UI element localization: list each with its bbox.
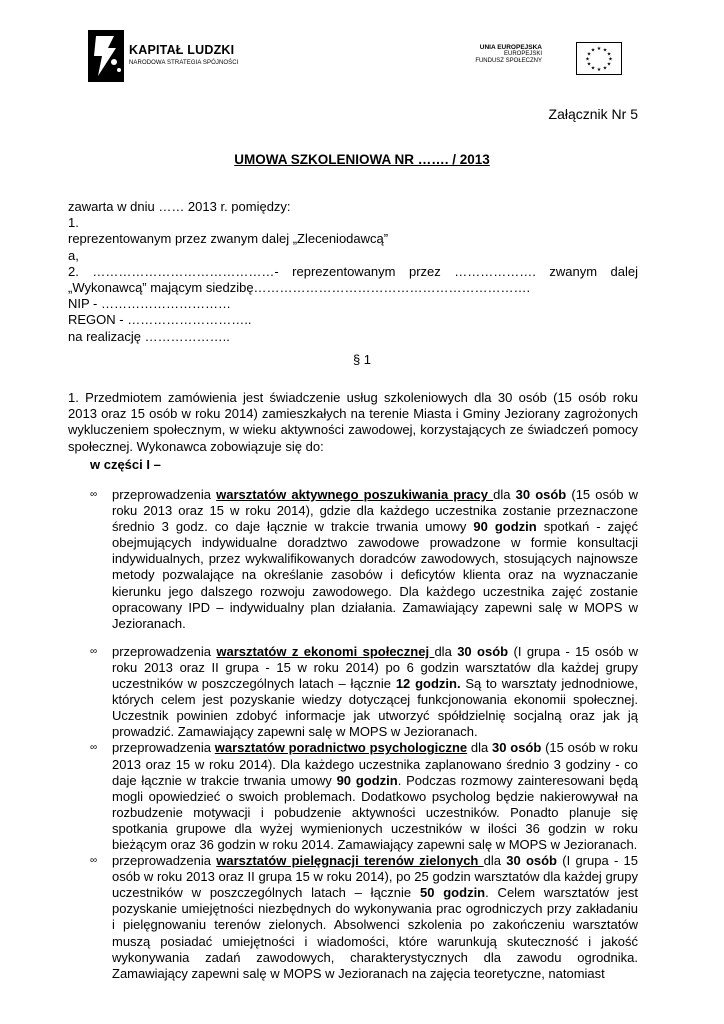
svg-text:★: ★ bbox=[586, 51, 592, 58]
parties-line-5-part: dalej bbox=[610, 263, 638, 279]
bullet-text: spotkań - zajęć obejmujących indywidualne doradztwo zawodowe prowadzone w formie konsultacji indywidualnych, przez wykwalifikowanych doradców zawodowych, stosujących najnowsze metody pozwalające na określanie zasobów i deficytów klienta oraz na wyznaczanie kierunku jego dalszego rozwoju zawodowego. Dla każdego uczestnika zajęć zostanie opracowany IPD – indywidualny plan działania. Zamawiający zapewni salę w MOPS w Jezioranach. bbox=[112, 519, 638, 631]
bullet-text: (I grupa - 15 osób w roku 2013 oraz II grupa - 15 w roku 2014) po 6 godzin warsztatów dla każdej grupy uczestników w poszczególnych latach – łącznie bbox=[112, 643, 638, 692]
bullet-text: przeprowadzenia bbox=[112, 487, 217, 502]
parties-line-9: na realizację ……………….. bbox=[68, 328, 230, 344]
bullet-list bbox=[90, 487, 638, 982]
infinity-bullet-icon: ∞ bbox=[90, 742, 98, 754]
bullet-hours: 12 godzin. bbox=[395, 676, 461, 692]
kapital-ludzki-logo-icon bbox=[86, 28, 126, 84]
bullet-topic: warsztatów aktywnego poszukiwania pracy bbox=[216, 487, 494, 502]
svg-text:★: ★ bbox=[608, 56, 613, 63]
section-mark: § 1 bbox=[352, 352, 372, 367]
list-item bbox=[90, 853, 638, 982]
svg-text:★: ★ bbox=[585, 56, 590, 63]
parties-line-6: „Wykonawcą” mającym siedzibę………………………………………………………. bbox=[68, 280, 531, 296]
bullet-text: (15 osób w roku 2013 oraz 15 w roku 2014), gdzie dla każdego uczestnika zostanie przeznaczone średnio 3 godz. co daje łącznie w trakcie trwania umowy bbox=[112, 487, 638, 535]
parties-line-5-part: 2. bbox=[68, 263, 79, 279]
paragraph-1: 1. Przedmiotem zamówienia jest świadczenie usług szkoleniowych dla 30 osób (15 osób roku 2013 oraz 15 osób w roku 2014) zamieszkałych na terenie Miasta i Gminy Jeziorany zagrożonych wykluczeniem społecznym, w wieku aktywności zawodowej, korzystających ze świadczeń pomocy społecznej. Wykonawca zobowiązuje się do: bbox=[68, 390, 638, 454]
list-item bbox=[90, 644, 638, 741]
eu-title: UNIA EUROPEJSKA bbox=[479, 44, 542, 51]
eu-flag-icon bbox=[576, 42, 622, 75]
eu-line-1: EUROPEJSKI bbox=[503, 51, 542, 58]
bullet-count: 30 osób bbox=[457, 643, 509, 659]
bullet-text: dla bbox=[434, 643, 458, 659]
attachment-label: Załącznik Nr 5 bbox=[548, 106, 638, 122]
bullet-text: dla bbox=[493, 487, 516, 502]
parties-line-3: reprezentowanym przez zwanym dalej „Zleceniodawcą” bbox=[68, 231, 389, 247]
parties-line-5-part: ……………………………………- bbox=[92, 263, 279, 279]
bullet-hours: 90 godzin bbox=[473, 519, 537, 535]
svg-text:★: ★ bbox=[590, 47, 596, 54]
bullet-text: . Celem warsztatów jest pozyskanie umiejętności niezbędnych do wykonywania prac ogrodniczych przy zakładaniu i pielęgnowaniu terenów zielonych. Absolwenci szkolenia po zakończeniu warsztatów muszą posiadać umiejętności i wiadomości, które warunkują skuteczność i jakość wykonywania zadań zawodowych, charakterystycznych dla zawodu ogrodnika. Zamawiający zapewni salę w MOPS w Jezioranach na zajęcia teoretyczne, natomiast bbox=[112, 885, 638, 981]
kapital-ludzki-subtitle: NARODOWA STRATEGIA SPÓJNOŚCI bbox=[129, 59, 239, 66]
parties-line-4: a, bbox=[68, 247, 79, 263]
document-title: UMOWA SZKOLENIOWA NR ……. / 2013 bbox=[234, 152, 490, 167]
bullet-text: (I grupa - 15 osób w roku 2013 oraz II grupa 15 w roku 2014), po 25 godzin warsztatów dla każdej grupy uczestników w poszczególnych latach – łącznie bbox=[112, 853, 638, 901]
bullet-topic: warsztatów z ekonomi społecznej bbox=[216, 643, 435, 659]
parties-line-5 bbox=[68, 264, 638, 280]
svg-text:★: ★ bbox=[596, 67, 602, 73]
eu-text bbox=[475, 44, 542, 64]
parties-line-1: zawarta w dniu …… 2013 r. pomiędzy: bbox=[68, 199, 291, 214]
bullet-text: przeprowadzenia bbox=[112, 643, 217, 659]
bullet-hours: 50 godzin bbox=[419, 885, 486, 901]
svg-text:★: ★ bbox=[586, 61, 592, 68]
bullet-text: (15 osób w roku 2013 oraz 15 w roku 2014). Dla każdego uczestnika zaplanowano średnio 3 godziny - co daje łącznie w trakcie trwania umowy bbox=[112, 740, 639, 788]
svg-text:★: ★ bbox=[602, 47, 608, 54]
parties-line-5-part: ………………. bbox=[454, 263, 536, 279]
bullet-text: dla bbox=[467, 740, 493, 756]
svg-text:★: ★ bbox=[606, 51, 612, 58]
svg-text:★: ★ bbox=[606, 61, 612, 68]
infinity-bullet-icon: ∞ bbox=[90, 855, 98, 867]
parties-line-7: NIP - ………………………… bbox=[68, 296, 231, 312]
svg-text:★: ★ bbox=[596, 46, 602, 52]
parties-line-5-part: zwanym bbox=[549, 263, 598, 279]
svg-text:★: ★ bbox=[590, 65, 596, 72]
bullet-hours: 90 godzin bbox=[336, 772, 398, 788]
parties-line-8: REGON - ……………………….. bbox=[68, 312, 252, 328]
infinity-bullet-icon: ∞ bbox=[90, 489, 98, 500]
kapital-ludzki-title: KAPITAŁ LUDZKI bbox=[129, 43, 235, 57]
list-item bbox=[90, 487, 638, 632]
parties-line-2: 1. bbox=[68, 215, 79, 231]
list-item bbox=[90, 740, 638, 853]
parties-line-5-part: reprezentowanym bbox=[292, 263, 396, 279]
parties-line-5-part: przez bbox=[408, 263, 441, 279]
bullet-text: dla bbox=[483, 853, 507, 869]
bullet-topic: warsztatów poradnictwo psychologiczne bbox=[214, 740, 468, 756]
kapital-ludzki-text bbox=[129, 44, 238, 66]
bullet-text: Są to warsztaty jednodniowe, których celem jest pozyskanie wiedzy dotyczącej funkcjonowania ekonomii społecznej. Uczestnik powinien zdobyć informacje jak utworzyć spółdzielnię socjalną oraz jak ją prowadzić. Zamawiający zapewni salę w MOPS w Jezioranach. bbox=[112, 676, 638, 740]
eu-line-2: FUNDUSZ SPOŁECZNY bbox=[475, 57, 542, 64]
bullet-topic: warsztatów pielęgnacji terenów zielonych bbox=[216, 853, 484, 869]
svg-text:★: ★ bbox=[602, 65, 608, 72]
bullet-text: przeprowadzenia bbox=[112, 853, 217, 869]
part-label: w części I – bbox=[90, 457, 161, 472]
infinity-bullet-icon: ∞ bbox=[90, 645, 98, 657]
bullet-count: 30 osób bbox=[492, 740, 542, 756]
bullet-count: 30 osób bbox=[515, 487, 567, 502]
bullet-count: 30 osób bbox=[506, 853, 557, 869]
page-header bbox=[86, 26, 622, 86]
parties-block bbox=[68, 199, 638, 345]
bullet-text: . Podczas rozmowy zainteresowani będą mogli opowiedzieć o swoich problemach. Dodatkowo psycholog będzie nakierowywał na rozbudzenie motywacji i pobudzenie aktywności uczestników. Ponadto planuje się spotkania grupowe dla wyżej wymienionych uczestników w ilości 36 godzin w roku bieżącym oraz 36 godzin w roku 2014. Zamawiający zapewni salę w MOPS w Jezioranach. bbox=[112, 772, 639, 852]
bullet-text: przeprowadzenia bbox=[112, 740, 215, 756]
